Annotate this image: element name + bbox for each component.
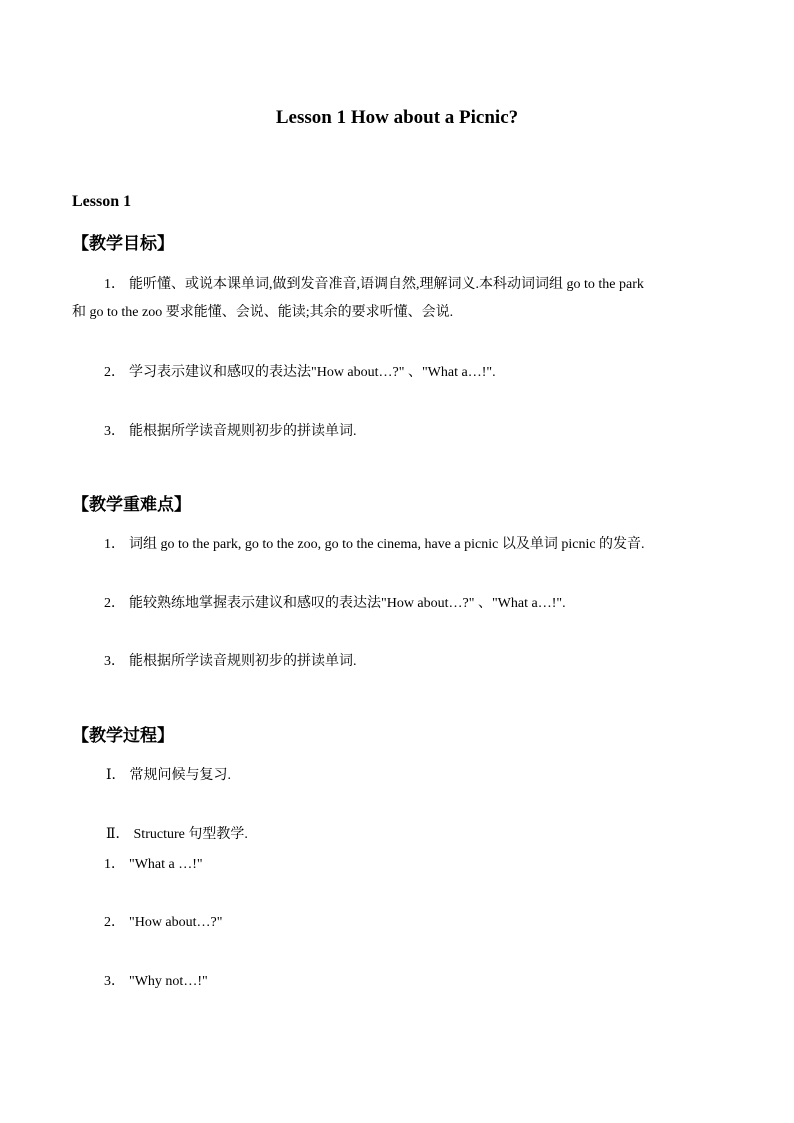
objective-item-3-number: 3． <box>104 424 125 439</box>
objective-item-2-number: 2． <box>104 365 125 380</box>
process-step-2-number: Ⅱ． <box>106 827 130 842</box>
section-heading-process: 【教学过程】 <box>72 726 174 746</box>
objective-item-2 <box>104 364 496 382</box>
objective-item-1-line2: 和 go to the zoo 要求能懂、会说、能读;其余的要求听懂、会说. <box>72 305 454 320</box>
key-point-item-2-text: 能较熟练地掌握表示建议和感叹的表达法"How about…?" 、"What a…!". <box>129 596 566 611</box>
document-title: Lesson 1 How about a Picnic? <box>275 107 519 128</box>
process-step-1-number: Ⅰ． <box>106 768 126 783</box>
structure-item-2-text: "How about…?" <box>129 915 223 930</box>
objective-item-3 <box>104 423 357 441</box>
structure-item-2 <box>104 914 222 932</box>
structure-item-3-text: "Why not…!" <box>129 974 208 989</box>
key-point-item-2-number: 2． <box>104 596 125 611</box>
key-point-item-1 <box>104 536 645 554</box>
objective-item-1-line1 <box>104 276 644 294</box>
key-point-item-3-number: 3． <box>104 654 125 669</box>
objective-item-3-text: 能根据所学读音规则初步的拼读单词. <box>129 424 357 439</box>
section-heading-objectives: 【教学目标】 <box>72 234 174 254</box>
key-point-item-2 <box>104 595 566 613</box>
structure-item-3 <box>104 973 208 991</box>
section-heading-key-points: 【教学重难点】 <box>72 495 191 515</box>
process-step-1 <box>106 767 231 785</box>
structure-item-3-number: 3． <box>104 974 125 989</box>
objective-item-1-text: 能听懂、或说本课单词,做到发音准音,语调自然,理解词义.本科动词词组 go to the park <box>129 277 644 292</box>
lesson-heading: Lesson 1 <box>72 193 132 210</box>
process-step-1-text: 常规问候与复习. <box>129 768 232 783</box>
structure-item-1-number: 1． <box>104 857 125 872</box>
process-step-2 <box>106 826 248 844</box>
objective-item-1-number: 1． <box>104 277 125 292</box>
key-point-item-1-number: 1． <box>104 537 125 552</box>
process-step-2-text: Structure 句型教学. <box>133 827 248 842</box>
key-point-item-3 <box>104 653 357 671</box>
structure-item-1 <box>104 856 203 874</box>
structure-item-2-number: 2． <box>104 915 125 930</box>
key-point-item-3-text: 能根据所学读音规则初步的拼读单词. <box>129 654 357 669</box>
key-point-item-1-text: 词组 go to the park, go to the zoo, go to the cinema, have a picnic 以及单词 picnic 的发音. <box>129 537 645 552</box>
structure-item-1-text: "What a …!" <box>129 857 203 872</box>
objective-item-2-text: 学习表示建议和感叹的表达法"How about…?" 、"What a…!". <box>129 365 496 380</box>
